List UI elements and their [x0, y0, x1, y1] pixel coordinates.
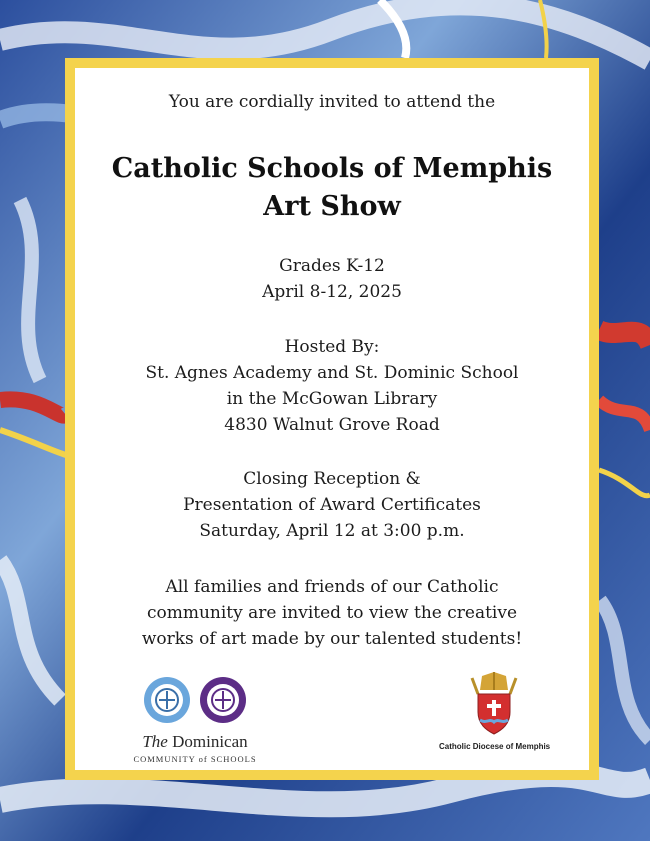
invitation-card	[65, 58, 599, 780]
reception-line-1: Closing Reception &	[243, 469, 421, 489]
closing-line-2: community are invited to view the creative	[146, 603, 518, 623]
dates-text: April 8-12, 2025	[262, 282, 402, 302]
logos-row	[75, 666, 589, 776]
dominican-name: Dominican	[172, 732, 248, 751]
diocese-logo	[439, 672, 549, 751]
event-title-line-2: Art Show	[263, 191, 401, 222]
address-text: 4830 Walnut Grove Road	[224, 415, 440, 435]
closing-line-3: works of art made by our talented students!	[141, 629, 523, 649]
dominican-the: The	[142, 732, 168, 751]
reception-line-2: Presentation of Award Certificates	[183, 495, 481, 515]
closing-line-1: All families and friends of our Catholic	[165, 577, 499, 597]
diocese-shield-icon	[468, 672, 520, 736]
invitation-intro: You are cordially invited to attend the	[168, 92, 496, 112]
dominican-subtitle: COMMUNITY of SCHOOLS	[133, 754, 257, 764]
hosts-text: St. Agnes Academy and St. Dominic School	[145, 363, 519, 383]
st-dominic-seal-icon	[199, 676, 247, 724]
dominican-logo	[130, 732, 260, 764]
reception-line-3: Saturday, April 12 at 3:00 p.m.	[199, 521, 465, 541]
venue-text: in the McGowan Library	[226, 389, 438, 409]
diocese-label: Catholic Diocese of Memphis	[439, 742, 551, 751]
st-agnes-seal-icon	[143, 676, 191, 724]
hosted-by-label: Hosted By:	[284, 337, 380, 357]
grades-text: Grades K-12	[279, 256, 385, 276]
event-title-line-1: Catholic Schools of Memphis	[111, 153, 553, 184]
